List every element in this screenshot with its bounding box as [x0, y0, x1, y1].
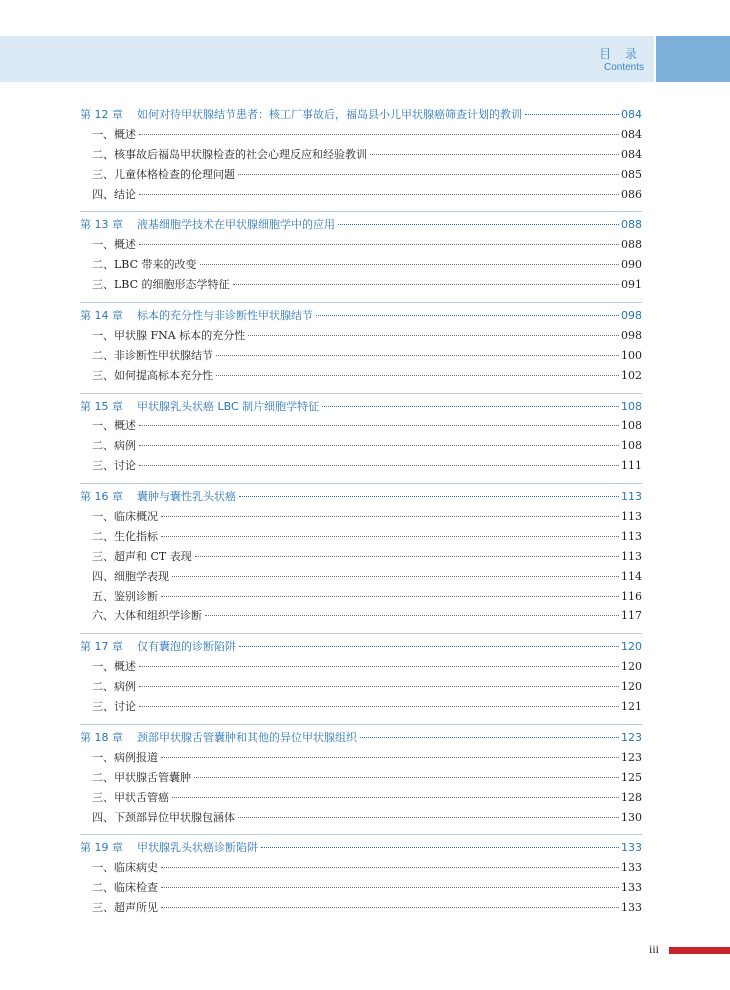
section-title: 四、结论 — [92, 187, 136, 201]
header-accent-block — [656, 36, 730, 82]
section-page: 088 — [621, 238, 642, 252]
toc-section-entry[interactable] — [80, 548, 642, 568]
chapter-separator — [80, 211, 642, 212]
section-title: 一、甲状腺 FNA 标本的充分性 — [92, 328, 246, 342]
section-title: 二、LBC 带来的改变 — [92, 258, 197, 272]
section-title: 二、生化指标 — [92, 529, 158, 543]
toc-section-entry[interactable] — [80, 126, 642, 146]
dot-leader — [525, 114, 619, 115]
section-title: 一、临床病史 — [92, 861, 158, 875]
section-title: 一、概述 — [92, 238, 136, 252]
chapter-separator — [80, 834, 642, 835]
page-number: iii — [649, 942, 660, 956]
toc-chapter-entry[interactable] — [80, 307, 642, 327]
section-title: 一、病例报道 — [92, 750, 158, 764]
section-title: 二、非诊断性甲状腺结节 — [92, 348, 213, 362]
chapter-number: 第 15 章 — [80, 399, 123, 413]
section-page: 128 — [621, 790, 642, 804]
section-page: 108 — [621, 439, 642, 453]
chapter-heading — [80, 839, 258, 855]
section-title: 一、概述 — [92, 127, 136, 141]
chapter-number: 第 17 章 — [80, 640, 123, 654]
toc-chapter-entry[interactable] — [80, 106, 642, 126]
dot-leader — [161, 596, 619, 597]
toc-section-entry[interactable] — [80, 347, 642, 367]
toc-chapter-entry[interactable] — [80, 729, 642, 749]
section-title: 三、讨论 — [92, 459, 136, 473]
section-page: 108 — [621, 419, 642, 433]
section-page: 090 — [621, 258, 642, 272]
dot-leader — [239, 496, 619, 497]
section-page: 091 — [621, 278, 642, 292]
section-page: 120 — [621, 660, 642, 674]
dot-leader — [139, 666, 619, 667]
chapter-heading — [80, 106, 522, 122]
chapter-page: 133 — [621, 841, 642, 855]
page-title: 目 录 — [599, 47, 642, 61]
section-page: 120 — [621, 680, 642, 694]
toc-section-entry[interactable] — [80, 528, 642, 548]
section-title: 四、下颈部异位甲状腺包涵体 — [92, 810, 235, 824]
dot-leader — [316, 315, 619, 316]
header-band — [0, 36, 654, 82]
dot-leader — [172, 576, 619, 577]
chapter-heading — [80, 488, 236, 504]
toc-section-entry[interactable] — [80, 789, 642, 809]
section-page: 085 — [621, 167, 642, 181]
chapter-separator — [80, 302, 642, 303]
section-title: 三、甲状舌管癌 — [92, 790, 169, 804]
chapter-separator — [80, 633, 642, 634]
toc-chapter-entry[interactable] — [80, 488, 642, 508]
section-page: 098 — [621, 328, 642, 342]
dot-leader — [161, 907, 619, 908]
toc-section-entry[interactable] — [80, 809, 642, 829]
chapter-title: 囊肿与囊性乳头状癌 — [137, 490, 236, 504]
page-subtitle: Contents — [603, 62, 644, 73]
chapter-number: 第 14 章 — [80, 309, 123, 323]
dot-leader — [194, 777, 619, 778]
dot-leader — [239, 646, 619, 647]
chapter-page: 098 — [621, 309, 642, 323]
toc-section-entry[interactable] — [80, 186, 642, 206]
section-title: 三、如何提高标本充分性 — [92, 368, 213, 382]
section-page: 121 — [621, 700, 642, 714]
dot-leader — [139, 706, 619, 707]
dot-leader — [139, 465, 619, 466]
dot-leader — [161, 867, 619, 868]
dot-leader — [238, 817, 619, 818]
toc-section-entry[interactable] — [80, 508, 642, 528]
dot-leader — [248, 335, 619, 336]
chapter-title: 甲状腺乳头状癌 LBC 制片细胞学特征 — [137, 399, 320, 413]
section-title: 三、LBC 的细胞形态学特征 — [92, 278, 230, 292]
chapter-page: 120 — [621, 640, 642, 654]
dot-leader — [161, 757, 619, 758]
chapter-heading — [80, 398, 319, 414]
chapter-separator — [80, 393, 642, 394]
section-title: 三、儿童体格检查的伦理问题 — [92, 167, 235, 181]
section-title: 一、概述 — [92, 660, 136, 674]
chapter-number: 第 16 章 — [80, 490, 123, 504]
section-title: 二、病例 — [92, 680, 136, 694]
chapter-title: 颈部甲状腺舌管囊肿和其他的异位甲状腺组织 — [137, 730, 357, 744]
section-title: 六、大体和组织学诊断 — [92, 609, 202, 623]
chapter-number: 第 18 章 — [80, 730, 123, 744]
section-title: 二、甲状腺舌管囊肿 — [92, 770, 191, 784]
dot-leader — [233, 284, 619, 285]
dot-leader — [195, 556, 619, 557]
dot-leader — [139, 686, 619, 687]
section-title: 一、概述 — [92, 419, 136, 433]
dot-leader — [216, 375, 619, 376]
section-title: 二、核事故后福岛甲状腺检查的社会心理反应和经验教训 — [92, 147, 367, 161]
dot-leader — [200, 264, 619, 265]
footer-accent-bar — [669, 947, 730, 954]
section-page: 116 — [621, 589, 642, 603]
section-page: 133 — [621, 861, 642, 875]
dot-leader — [139, 425, 619, 426]
dot-leader — [139, 134, 619, 135]
toc-section-entry[interactable] — [80, 437, 642, 457]
dot-leader — [238, 174, 619, 175]
toc-chapter-entry[interactable] — [80, 398, 642, 418]
chapter-number: 第 12 章 — [80, 108, 123, 121]
toc-section-entry[interactable] — [80, 859, 642, 879]
section-title: 三、讨论 — [92, 700, 136, 714]
dot-leader — [338, 224, 619, 225]
toc-section-entry[interactable] — [80, 678, 642, 698]
section-page: 133 — [621, 901, 642, 915]
section-title: 一、临床概况 — [92, 510, 158, 524]
chapter-title: 如何对待甲状腺结节患者：核工厂事故后，福岛县小儿甲状腺癌筛查计划的教训 — [137, 108, 522, 121]
chapter-number: 第 13 章 — [80, 218, 123, 232]
chapter-page: 108 — [621, 399, 642, 413]
section-page: 130 — [621, 810, 642, 824]
toc-section-entry[interactable] — [80, 749, 642, 769]
dot-leader — [139, 244, 619, 245]
toc-chapter-entry[interactable] — [80, 216, 642, 236]
dot-leader — [205, 615, 619, 616]
dot-leader — [161, 536, 619, 537]
chapter-page: 088 — [621, 218, 642, 232]
dot-leader — [216, 355, 619, 356]
section-page: 084 — [621, 127, 642, 141]
section-page: 133 — [621, 881, 642, 895]
toc-chapter-entry[interactable] — [80, 839, 642, 859]
toc-section-entry[interactable] — [80, 276, 642, 296]
toc-section-entry[interactable] — [80, 367, 642, 387]
chapter-page: 084 — [621, 108, 642, 121]
chapter-separator — [80, 724, 642, 725]
chapter-heading — [80, 638, 236, 654]
dot-leader — [322, 406, 619, 407]
section-page: 111 — [621, 459, 642, 473]
section-page: 102 — [621, 368, 642, 382]
toc-section-entry[interactable] — [80, 769, 642, 789]
chapter-title: 甲状腺乳头状癌诊断陷阱 — [137, 841, 258, 855]
chapter-separator — [80, 483, 642, 484]
section-title: 五、鉴别诊断 — [92, 589, 158, 603]
toc-section-entry[interactable] — [80, 899, 642, 919]
section-title: 三、超声所见 — [92, 901, 158, 915]
toc-section-entry[interactable] — [80, 568, 642, 588]
chapter-page: 113 — [621, 490, 642, 504]
chapter-heading — [80, 729, 357, 745]
section-page: 113 — [621, 549, 642, 563]
dot-leader — [161, 516, 619, 517]
toc-section-entry[interactable] — [80, 457, 642, 477]
toc-section-entry[interactable] — [80, 146, 642, 166]
chapter-title: 仅有囊泡的诊断陷阱 — [137, 640, 236, 654]
toc-section-entry[interactable] — [80, 658, 642, 678]
section-page: 113 — [621, 510, 642, 524]
toc-section-entry[interactable] — [80, 417, 642, 437]
toc-section-entry[interactable] — [80, 698, 642, 718]
dot-leader — [172, 797, 619, 798]
section-title: 二、病例 — [92, 439, 136, 453]
section-page: 113 — [621, 529, 642, 543]
dot-leader — [161, 887, 619, 888]
section-page: 117 — [621, 609, 642, 623]
toc-section-entry[interactable] — [80, 607, 642, 627]
dot-leader — [261, 847, 619, 848]
chapter-title: 液基细胞学技术在甲状腺细胞学中的应用 — [137, 218, 335, 232]
chapter-title: 标本的充分性与非诊断性甲状腺结节 — [137, 309, 313, 323]
toc-section-entry[interactable] — [80, 236, 642, 256]
chapter-page: 123 — [621, 730, 642, 744]
chapter-heading — [80, 307, 313, 323]
chapter-heading — [80, 216, 335, 232]
dot-leader — [139, 445, 619, 446]
section-page: 086 — [621, 187, 642, 201]
dot-leader — [360, 737, 619, 738]
toc-chapter-entry[interactable] — [80, 638, 642, 658]
dot-leader — [370, 154, 619, 155]
toc-section-entry[interactable] — [80, 166, 642, 186]
section-page: 100 — [621, 348, 642, 362]
toc-section-entry[interactable] — [80, 256, 642, 276]
table-of-contents — [80, 106, 642, 919]
section-title: 二、临床检查 — [92, 881, 158, 895]
section-page: 125 — [621, 770, 642, 784]
section-title: 三、超声和 CT 表现 — [92, 549, 192, 563]
section-page: 114 — [621, 569, 642, 583]
toc-section-entry[interactable] — [80, 327, 642, 347]
chapter-number: 第 19 章 — [80, 841, 123, 855]
dot-leader — [139, 194, 619, 195]
section-title: 四、细胞学表现 — [92, 569, 169, 583]
toc-section-entry[interactable] — [80, 879, 642, 899]
section-page: 084 — [621, 147, 642, 161]
toc-section-entry[interactable] — [80, 588, 642, 608]
section-page: 123 — [621, 750, 642, 764]
